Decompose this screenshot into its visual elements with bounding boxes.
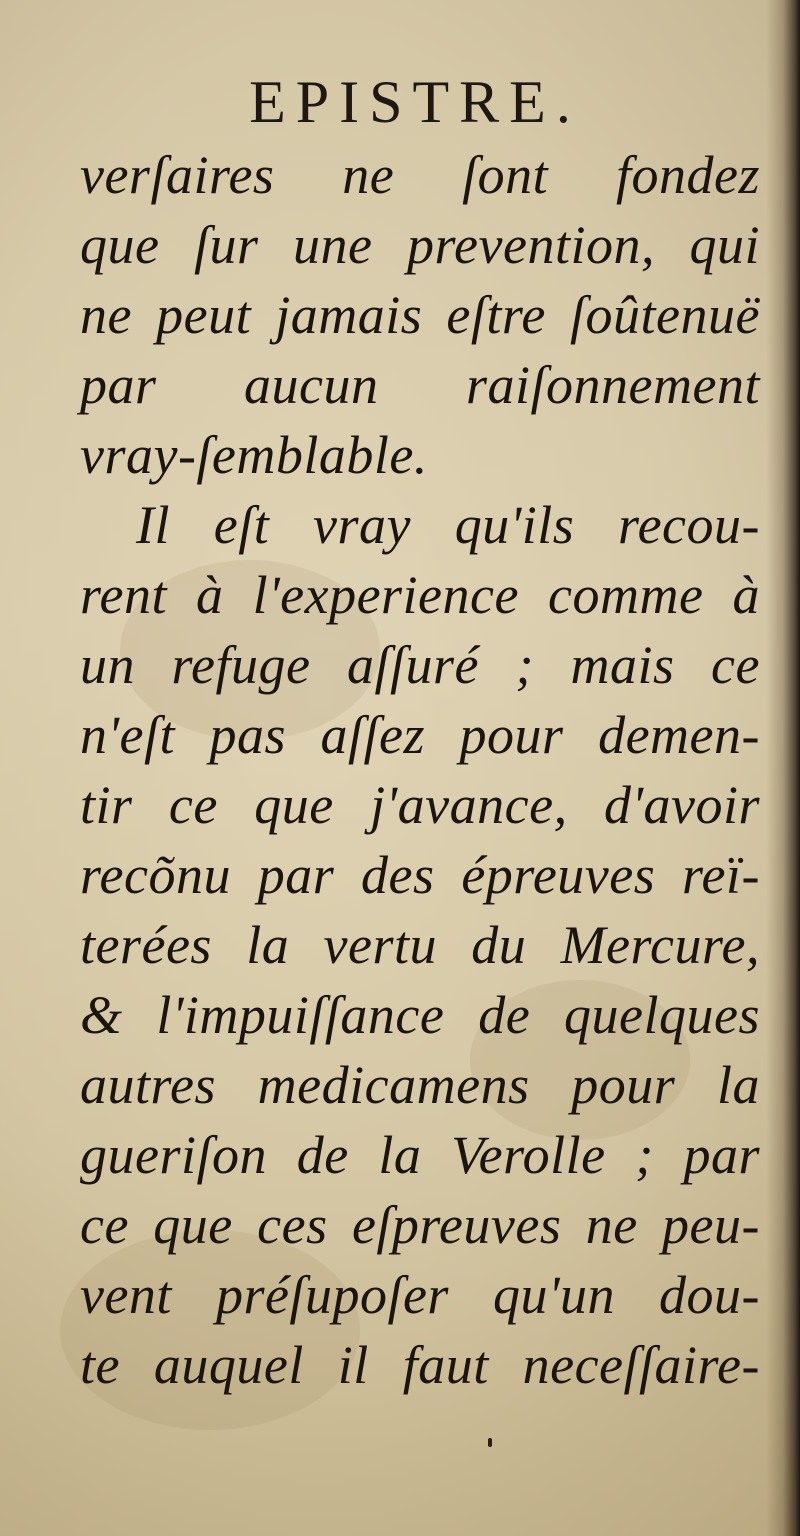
page-gutter-shadow bbox=[766, 0, 800, 1536]
text-line: n'eſt pas aſſez pour demen- bbox=[80, 705, 760, 765]
text-line: tir ce que j'avance, d'avoir bbox=[80, 775, 760, 835]
text-line: & l'impuiſſance de quelques bbox=[80, 985, 760, 1045]
text-line: rent à l'experience comme à bbox=[80, 565, 760, 625]
ink-mark bbox=[488, 1438, 492, 1447]
text-line: verſaires ne ſont fondez bbox=[80, 145, 760, 205]
text-line: ce que ces eſpreuves ne peu- bbox=[80, 1195, 760, 1255]
text-line: Il eſt vray qu'ils recou- bbox=[136, 495, 760, 555]
running-header: EPISTRE. bbox=[249, 69, 581, 135]
text-line: un refuge aſſuré ; mais ce bbox=[80, 635, 760, 695]
text-line: vent préſupoſer qu'un dou- bbox=[80, 1265, 760, 1325]
text-line: par aucun raiſonnement bbox=[80, 355, 760, 415]
text-line: que ſur une prevention, qui bbox=[80, 215, 760, 275]
text-line: ne peut jamais eſtre ſoûtenuë bbox=[80, 285, 760, 345]
body-text bbox=[80, 140, 760, 1400]
text-line: autres medicamens pour la bbox=[80, 1055, 760, 1115]
text-line: vray-ſemblable. bbox=[80, 425, 428, 485]
text-line: recõnu par des épreuves reï- bbox=[80, 845, 760, 905]
text-line: terées la vertu du Mercure, bbox=[80, 915, 760, 975]
text-line: gueriſon de la Verolle ; par bbox=[80, 1125, 760, 1185]
text-line: te auquel il faut neceſſaire- bbox=[80, 1335, 760, 1395]
